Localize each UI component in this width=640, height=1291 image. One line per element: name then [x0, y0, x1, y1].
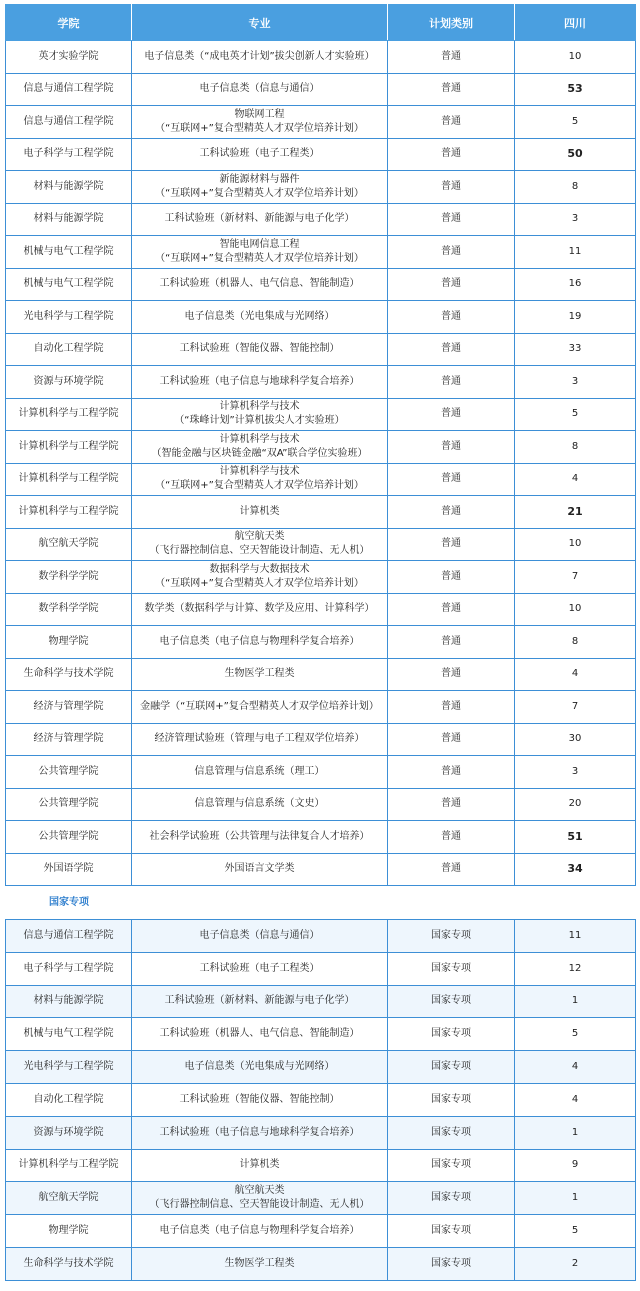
- cell-count: 7: [515, 561, 636, 594]
- table-row: [6, 1247, 636, 1280]
- cell-college: 自动化工程学院: [6, 333, 132, 366]
- cell-count: 4: [515, 1083, 636, 1116]
- table-row: [6, 301, 636, 334]
- cell-plan-type: 普通: [388, 236, 515, 269]
- cell-major: 工科试验班（智能仪器、智能控制）: [132, 333, 388, 366]
- table-row: [6, 333, 636, 366]
- cell-major: 电子信息类（电子信息与物理科学复合培养）: [132, 626, 388, 659]
- cell-plan-type: 普通: [388, 626, 515, 659]
- cell-major: 计算机科学与技术 （“珠峰计划”计算机拔尖人才实验班）: [132, 398, 388, 431]
- cell-count: 21: [515, 496, 636, 529]
- cell-major: 社会科学试验班（公共管理与法律复合人才培养）: [132, 821, 388, 854]
- cell-major: 智能电网信息工程 （“互联网+”复合型精英人才双学位培养计划）: [132, 236, 388, 269]
- cell-major: 电子信息类（电子信息与物理科学复合培养）: [132, 1215, 388, 1248]
- cell-plan-type: 普通: [388, 366, 515, 399]
- table-row: [6, 920, 636, 953]
- table-row: [6, 658, 636, 691]
- cell-plan-type: 普通: [388, 561, 515, 594]
- table-row: [6, 985, 636, 1018]
- header-college: 学院: [6, 5, 132, 41]
- table-row: [6, 756, 636, 789]
- cell-major: 外国语言文学类: [132, 853, 388, 886]
- cell-count: 1: [515, 985, 636, 1018]
- cell-count: 1: [515, 1182, 636, 1215]
- cell-college: 材料与能源学院: [6, 171, 132, 204]
- cell-plan-type: 普通: [388, 301, 515, 334]
- table-row: [6, 398, 636, 431]
- cell-college: 计算机科学与工程学院: [6, 431, 132, 464]
- cell-college: 公共管理学院: [6, 756, 132, 789]
- cell-plan-type: 国家专项: [388, 920, 515, 953]
- cell-college: 资源与环境学院: [6, 1116, 132, 1149]
- cell-count: 10: [515, 528, 636, 561]
- cell-major: 航空航天类 （飞行器控制信息、空天智能设计制造、无人机）: [132, 1182, 388, 1215]
- table-row: [6, 1149, 636, 1182]
- cell-count: 50: [515, 138, 636, 171]
- cell-college: 生命科学与技术学院: [6, 658, 132, 691]
- cell-count: 30: [515, 723, 636, 756]
- cell-major: 电子信息类（信息与通信）: [132, 920, 388, 953]
- cell-count: 10: [515, 593, 636, 626]
- cell-plan-type: 普通: [388, 528, 515, 561]
- cell-college: 数学科学学院: [6, 561, 132, 594]
- table-row: [6, 1018, 636, 1051]
- cell-major: 电子信息类（光电集成与光网络）: [132, 1051, 388, 1084]
- cell-plan-type: 普通: [388, 853, 515, 886]
- section-title-national-special: 国家专项: [49, 897, 89, 908]
- cell-count: 3: [515, 366, 636, 399]
- table-row: [6, 73, 636, 106]
- table-row: [6, 1083, 636, 1116]
- cell-plan-type: 普通: [388, 691, 515, 724]
- cell-major: 工科试验班（电子工程类）: [132, 952, 388, 985]
- cell-college: 机械与电气工程学院: [6, 1018, 132, 1051]
- cell-major: 工科试验班（新材料、新能源与电子化学）: [132, 203, 388, 236]
- cell-college: 物理学院: [6, 1215, 132, 1248]
- cell-college: 机械与电气工程学院: [6, 236, 132, 269]
- cell-major: 工科试验班（机器人、电气信息、智能制造）: [132, 268, 388, 301]
- table-row: [6, 788, 636, 821]
- cell-count: 5: [515, 398, 636, 431]
- cell-count: 11: [515, 236, 636, 269]
- cell-college: 电子科学与工程学院: [6, 952, 132, 985]
- cell-plan-type: 普通: [388, 171, 515, 204]
- cell-plan-type: 国家专项: [388, 1182, 515, 1215]
- cell-major: 数据科学与大数据技术 （“互联网+”复合型精英人才双学位培养计划）: [132, 561, 388, 594]
- cell-plan-type: 普通: [388, 73, 515, 106]
- table-row: [6, 1051, 636, 1084]
- cell-plan-type: 普通: [388, 723, 515, 756]
- cell-count: 5: [515, 1018, 636, 1051]
- cell-plan-type: 普通: [388, 203, 515, 236]
- cell-plan-type: 国家专项: [388, 1116, 515, 1149]
- cell-plan-type: 普通: [388, 788, 515, 821]
- cell-major: 计算机类: [132, 1149, 388, 1182]
- cell-count: 2: [515, 1247, 636, 1280]
- cell-count: 1: [515, 1116, 636, 1149]
- cell-count: 11: [515, 920, 636, 953]
- cell-count: 3: [515, 756, 636, 789]
- cell-college: 物理学院: [6, 626, 132, 659]
- cell-college: 经济与管理学院: [6, 691, 132, 724]
- cell-plan-type: 国家专项: [388, 1018, 515, 1051]
- cell-plan-type: 普通: [388, 431, 515, 464]
- cell-count: 20: [515, 788, 636, 821]
- cell-major: 计算机类: [132, 496, 388, 529]
- cell-college: 光电科学与工程学院: [6, 1051, 132, 1084]
- table-row: [6, 1182, 636, 1215]
- cell-college: 信息与通信工程学院: [6, 106, 132, 139]
- cell-college: 英才实验学院: [6, 41, 132, 74]
- cell-plan-type: 普通: [388, 658, 515, 691]
- cell-college: 信息与通信工程学院: [6, 73, 132, 106]
- cell-college: 材料与能源学院: [6, 203, 132, 236]
- cell-college: 航空航天学院: [6, 1182, 132, 1215]
- cell-count: 4: [515, 658, 636, 691]
- cell-plan-type: 国家专项: [388, 1215, 515, 1248]
- table-row: [6, 171, 636, 204]
- cell-major: 生物医学工程类: [132, 658, 388, 691]
- cell-major: 计算机科学与技术 （智能金融与区块链金融“双A”联合学位实验班）: [132, 431, 388, 464]
- cell-college: 公共管理学院: [6, 788, 132, 821]
- cell-college: 计算机科学与工程学院: [6, 463, 132, 496]
- cell-count: 8: [515, 626, 636, 659]
- cell-college: 资源与环境学院: [6, 366, 132, 399]
- cell-count: 7: [515, 691, 636, 724]
- cell-plan-type: 国家专项: [388, 1051, 515, 1084]
- cell-major: 工科试验班（机器人、电气信息、智能制造）: [132, 1018, 388, 1051]
- cell-count: 16: [515, 268, 636, 301]
- cell-count: 12: [515, 952, 636, 985]
- table-row: [6, 626, 636, 659]
- cell-plan-type: 国家专项: [388, 985, 515, 1018]
- cell-plan-type: 国家专项: [388, 1149, 515, 1182]
- cell-major: 新能源材料与器件 （“互联网+”复合型精英人才双学位培养计划）: [132, 171, 388, 204]
- cell-count: 5: [515, 106, 636, 139]
- cell-count: 9: [515, 1149, 636, 1182]
- cell-major: 数学类（数据科学与计算、数学及应用、计算科学）: [132, 593, 388, 626]
- table-row: [6, 463, 636, 496]
- cell-major: 电子信息类（“成电英才计划”拔尖创新人才实验班）: [132, 41, 388, 74]
- cell-count: 53: [515, 73, 636, 106]
- table-row: [6, 853, 636, 886]
- enrollment-table-body: [6, 41, 636, 886]
- cell-major: 生物医学工程类: [132, 1247, 388, 1280]
- cell-college: 材料与能源学院: [6, 985, 132, 1018]
- cell-major: 金融学（“互联网+”复合型精英人才双学位培养计划）: [132, 691, 388, 724]
- cell-plan-type: 普通: [388, 496, 515, 529]
- header-sichuan: 四川: [515, 5, 636, 41]
- table-row: [6, 821, 636, 854]
- table-row: [6, 1215, 636, 1248]
- cell-count: 34: [515, 853, 636, 886]
- table-header-row: [6, 5, 636, 41]
- cell-count: 5: [515, 1215, 636, 1248]
- table-row: [6, 1116, 636, 1149]
- cell-count: 51: [515, 821, 636, 854]
- cell-count: 3: [515, 203, 636, 236]
- table-row: [6, 41, 636, 74]
- cell-plan-type: 普通: [388, 138, 515, 171]
- cell-count: 19: [515, 301, 636, 334]
- table-row: [6, 236, 636, 269]
- cell-count: 4: [515, 1051, 636, 1084]
- cell-plan-type: 普通: [388, 106, 515, 139]
- national-special-table-body: [6, 920, 636, 1281]
- cell-college: 自动化工程学院: [6, 1083, 132, 1116]
- cell-plan-type: 国家专项: [388, 1247, 515, 1280]
- cell-major: 电子信息类（信息与通信）: [132, 73, 388, 106]
- table-row: [6, 496, 636, 529]
- cell-count: 4: [515, 463, 636, 496]
- cell-major: 信息管理与信息系统（文史）: [132, 788, 388, 821]
- cell-college: 航空航天学院: [6, 528, 132, 561]
- table-row: [6, 203, 636, 236]
- national-special-table: [5, 919, 636, 1281]
- table-row: [6, 593, 636, 626]
- cell-count: 10: [515, 41, 636, 74]
- header-plan-type: 计划类别: [388, 5, 515, 41]
- cell-count: 33: [515, 333, 636, 366]
- cell-major: 电子信息类（光电集成与光网络）: [132, 301, 388, 334]
- cell-major: 工科试验班（电子信息与地球科学复合培养）: [132, 1116, 388, 1149]
- cell-plan-type: 普通: [388, 821, 515, 854]
- table-row: [6, 952, 636, 985]
- table-row: [6, 431, 636, 464]
- cell-plan-type: 普通: [388, 756, 515, 789]
- cell-college: 计算机科学与工程学院: [6, 398, 132, 431]
- cell-major: 工科试验班（电子信息与地球科学复合培养）: [132, 366, 388, 399]
- table-row: [6, 138, 636, 171]
- cell-plan-type: 普通: [388, 398, 515, 431]
- cell-plan-type: 国家专项: [388, 952, 515, 985]
- cell-major: 信息管理与信息系统（理工）: [132, 756, 388, 789]
- table-row: [6, 106, 636, 139]
- cell-college: 信息与通信工程学院: [6, 920, 132, 953]
- cell-plan-type: 普通: [388, 41, 515, 74]
- cell-plan-type: 普通: [388, 463, 515, 496]
- table-row: [6, 691, 636, 724]
- cell-major: 航空航天类 （飞行器控制信息、空天智能设计制造、无人机）: [132, 528, 388, 561]
- cell-plan-type: 普通: [388, 593, 515, 626]
- cell-major: 物联网工程 （“互联网+”复合型精英人才双学位培养计划）: [132, 106, 388, 139]
- cell-count: 8: [515, 431, 636, 464]
- cell-college: 外国语学院: [6, 853, 132, 886]
- cell-college: 数学科学学院: [6, 593, 132, 626]
- table-row: [6, 268, 636, 301]
- table-row: [6, 366, 636, 399]
- cell-major: 计算机科学与技术 （“互联网+”复合型精英人才双学位培养计划）: [132, 463, 388, 496]
- cell-major: 工科试验班（电子工程类）: [132, 138, 388, 171]
- table-row: [6, 528, 636, 561]
- cell-college: 生命科学与技术学院: [6, 1247, 132, 1280]
- cell-college: 公共管理学院: [6, 821, 132, 854]
- cell-college: 电子科学与工程学院: [6, 138, 132, 171]
- cell-major: 工科试验班（新材料、新能源与电子化学）: [132, 985, 388, 1018]
- cell-college: 光电科学与工程学院: [6, 301, 132, 334]
- header-major: 专业: [132, 5, 388, 41]
- table-row: [6, 723, 636, 756]
- cell-college: 计算机科学与工程学院: [6, 1149, 132, 1182]
- cell-college: 计算机科学与工程学院: [6, 496, 132, 529]
- cell-college: 机械与电气工程学院: [6, 268, 132, 301]
- cell-plan-type: 普通: [388, 333, 515, 366]
- enrollment-table: [5, 4, 636, 886]
- cell-plan-type: 国家专项: [388, 1083, 515, 1116]
- cell-college: 经济与管理学院: [6, 723, 132, 756]
- cell-count: 8: [515, 171, 636, 204]
- cell-major: 工科试验班（智能仪器、智能控制）: [132, 1083, 388, 1116]
- cell-plan-type: 普通: [388, 268, 515, 301]
- cell-major: 经济管理试验班（管理与电子工程双学位培养）: [132, 723, 388, 756]
- table-row: [6, 561, 636, 594]
